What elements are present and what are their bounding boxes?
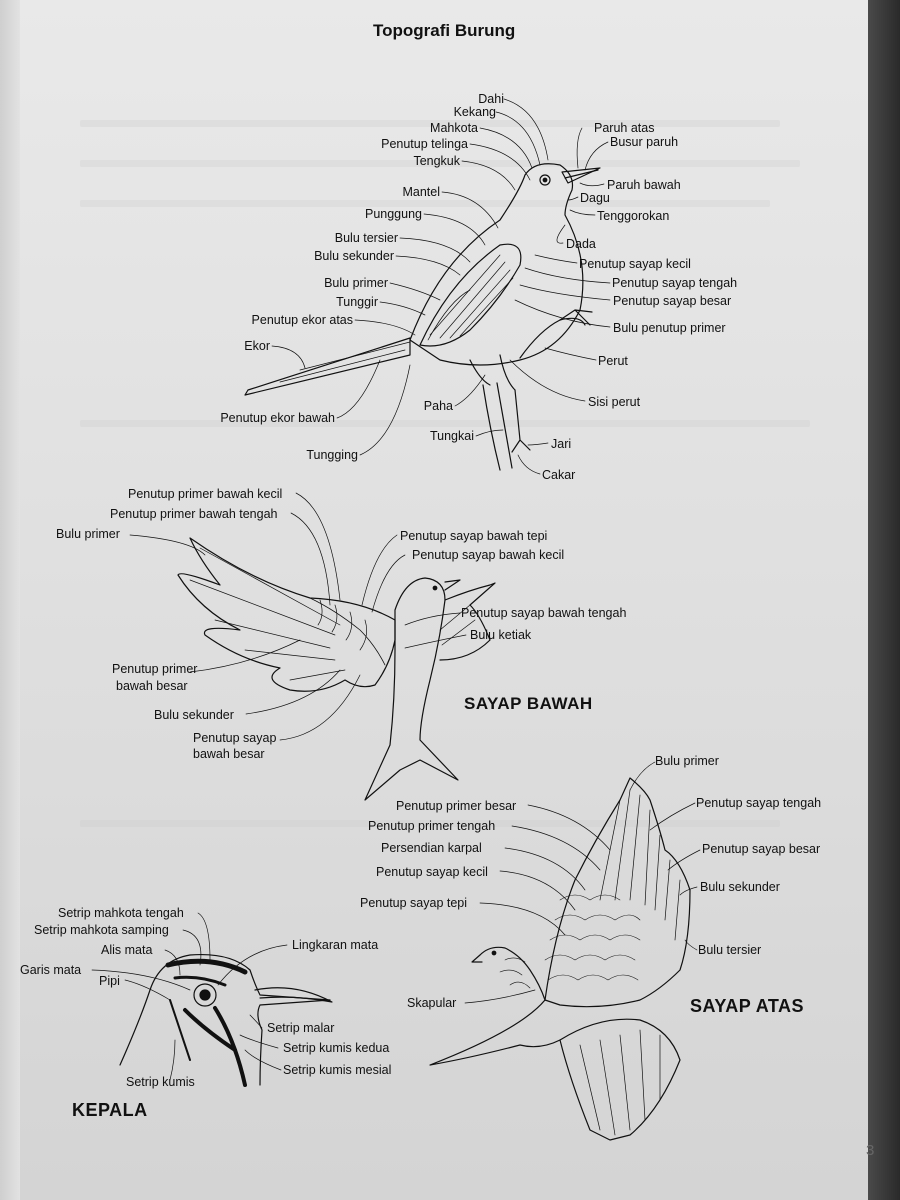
label-bulu-tersier: Bulu tersier xyxy=(334,231,398,245)
label-paruh-atas: Paruh atas xyxy=(594,121,655,135)
label-tunggir: Tunggir xyxy=(336,295,378,309)
label-underwing-bulu-primer: Bulu primer xyxy=(56,527,120,541)
label-paha: Paha xyxy=(423,399,453,413)
label-mantel: Mantel xyxy=(402,185,440,199)
label-upperwing-bulu-primer: Bulu primer xyxy=(655,754,719,768)
side-leg xyxy=(500,318,585,390)
label-penutup-sayap-bawah-tengah: Penutup sayap bawah tengah xyxy=(461,606,627,620)
label-jari: Jari xyxy=(551,437,572,451)
label-penutup-primer-bawah-tengah: Penutup primer bawah tengah xyxy=(110,507,278,521)
head-beak xyxy=(255,988,332,1002)
head-leader-lines xyxy=(92,913,287,1080)
label-dagu: Dagu xyxy=(580,191,610,205)
label-bulu-sekunder: Bulu sekunder xyxy=(314,249,394,263)
label-underwing-bulu-sekunder: Bulu sekunder xyxy=(154,708,234,722)
label-penutup-primer-besar: Penutup primer besar xyxy=(396,799,517,813)
label-mahkota: Mahkota xyxy=(430,121,478,135)
label-setrip-kumis: Setrip kumis xyxy=(126,1075,195,1089)
label-setrip-mahkota-samping: Setrip mahkota samping xyxy=(34,923,169,937)
label-dahi: Dahi xyxy=(478,92,504,106)
underwing-beak xyxy=(445,580,460,590)
label-paruh-bawah: Paruh bawah xyxy=(607,178,681,192)
label-tungging: Tungging xyxy=(306,448,358,462)
label-penutup-sayap-bawah-besar-line2: bawah besar xyxy=(193,747,265,761)
label-tungkai: Tungkai xyxy=(429,429,474,443)
side-wing xyxy=(420,244,521,346)
label-tengkuk: Tengkuk xyxy=(413,154,460,168)
heading-kepala: KEPALA xyxy=(72,1100,148,1120)
label-penutup-ekor-atas: Penutup ekor atas xyxy=(251,313,353,327)
label-penutup-sayap-bawah-kecil: Penutup sayap bawah kecil xyxy=(412,548,565,562)
label-upperwing-bulu-tersier: Bulu tersier xyxy=(698,943,762,957)
label-garis-mata: Garis mata xyxy=(20,963,82,977)
label-upperwing-bulu-sekunder: Bulu sekunder xyxy=(700,880,780,894)
side-beak xyxy=(562,168,600,183)
label-penutup-sayap-tepi: Penutup sayap tepi xyxy=(360,896,468,910)
label-punggung: Punggung xyxy=(364,207,422,221)
label-penutup-sayap-tengah: Penutup sayap tengah xyxy=(612,276,738,290)
page-title: Topografi Burung xyxy=(373,21,516,40)
label-busur-paruh: Busur paruh xyxy=(610,135,679,149)
label-penutup-primer-tengah: Penutup primer tengah xyxy=(368,819,496,833)
label-lingkaran-mata: Lingkaran mata xyxy=(292,938,379,952)
label-pipi: Pipi xyxy=(99,974,120,988)
label-dada: Dada xyxy=(566,237,596,251)
underwing-body xyxy=(365,578,458,800)
label-skapular: Skapular xyxy=(407,996,457,1010)
page-number: 3 xyxy=(866,1142,875,1159)
label-alis-mata: Alis mata xyxy=(101,943,153,957)
label-penutup-ekor-bawah: Penutup ekor bawah xyxy=(220,411,335,425)
label-penutup-primer-bawah-kecil: Penutup primer bawah kecil xyxy=(128,487,283,501)
label-ekor: Ekor xyxy=(244,339,270,353)
label-penutup-sayap-kecil: Penutup sayap kecil xyxy=(579,257,691,271)
label-penutup-telinga: Penutup telinga xyxy=(381,137,468,151)
label-sisi-perut: Sisi perut xyxy=(588,395,641,409)
label-penutup-primer-bawah-besar-line1: Penutup primer xyxy=(112,662,198,676)
label-upperwing-penutup-sayap-besar: Penutup sayap besar xyxy=(702,842,821,856)
underwing-left-wing xyxy=(178,538,395,691)
label-bulu-primer: Bulu primer xyxy=(324,276,388,290)
label-penutup-primer-bawah-besar-line2: bawah besar xyxy=(116,679,188,693)
label-setrip-malar: Setrip malar xyxy=(267,1021,335,1035)
heading-sayap-atas: SAYAP ATAS xyxy=(690,996,805,1016)
label-penutup-sayap-besar: Penutup sayap besar xyxy=(613,294,732,308)
label-upperwing-penutup-sayap-tengah: Penutup sayap tengah xyxy=(696,796,822,810)
underwing-right-wing xyxy=(440,583,495,660)
label-bulu-ketiak: Bulu ketiak xyxy=(470,628,532,642)
label-perut: Perut xyxy=(598,354,628,368)
label-kekang: Kekang xyxy=(453,105,496,119)
label-penutup-sayap-bawah-besar-line1: Penutup sayap xyxy=(193,731,277,745)
upperwing-head xyxy=(480,947,545,1000)
heading-sayap-bawah: SAYAP BAWAH xyxy=(464,694,593,713)
perch-branch xyxy=(483,383,512,470)
label-setrip-mahkota-tengah: Setrip mahkota tengah xyxy=(58,906,184,920)
side-foot xyxy=(512,390,530,452)
label-persendian-karpal: Persendian karpal xyxy=(381,841,482,855)
label-cakar: Cakar xyxy=(542,468,576,482)
label-upperwing-penutup-sayap-kecil: Penutup sayap kecil xyxy=(376,865,488,879)
label-bulu-penutup-primer: Bulu penutup primer xyxy=(613,321,726,335)
upperwing-beak xyxy=(472,955,482,962)
label-setrip-kumis-mesial: Setrip kumis mesial xyxy=(283,1063,392,1077)
label-tenggorokan: Tenggorokan xyxy=(597,209,670,223)
label-setrip-kumis-kedua: Setrip kumis kedua xyxy=(283,1041,390,1055)
label-penutup-sayap-bawah-tepi: Penutup sayap bawah tepi xyxy=(400,529,548,543)
